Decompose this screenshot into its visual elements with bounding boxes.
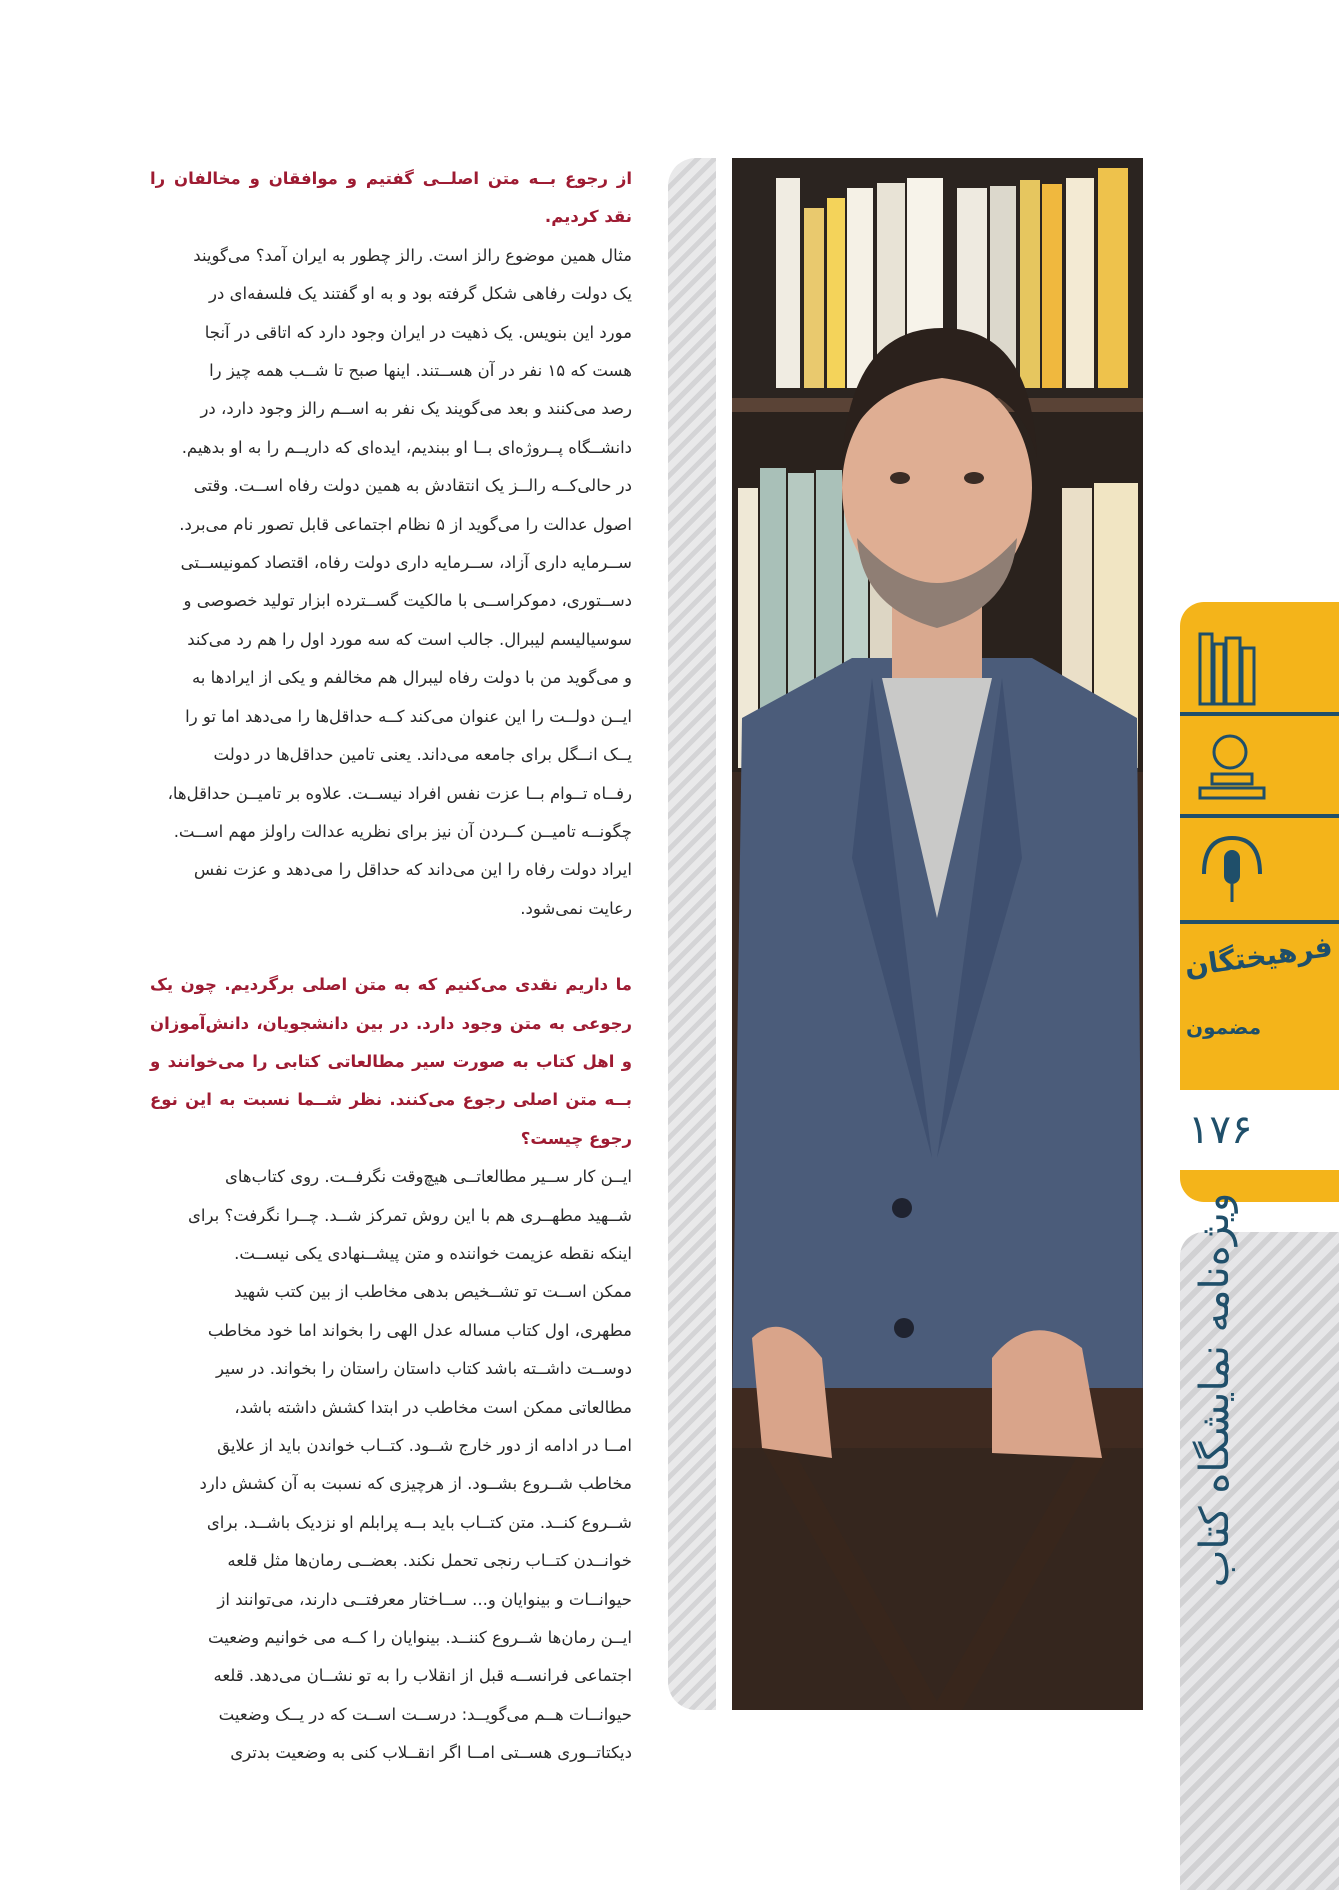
text-line: رعایت نمی‌شود.	[520, 898, 632, 918]
text-line: ایراد دولت رفاه را این می‌داند که حداقل را می‌دهد و عزت نفس	[193, 860, 632, 880]
podcast-microphone-icon	[1192, 824, 1272, 914]
text-line: اجتماعی فرانســه قبل از انقلاب را به تو نشــان می‌دهد. قلعه	[213, 1666, 632, 1686]
text-line: دانشــگاه پــروژه‌ای بــا او ببندیم، ایده‌ای که داریــم را به او بدهیم.	[181, 437, 632, 457]
text-line: ایــن دولــت را این عنوان می‌کند کــه حداقل‌ها را می‌دهد اما تو را	[185, 706, 632, 726]
text-line: مثال همین موضوع رالز است. رالز چطور به ایران آمد؟ می‌گویند	[193, 245, 632, 265]
answer-2	[150, 1158, 632, 1773]
text-line: شــروع کنــد. متن کتــاب باید بــه پرابلم او نزدیک باشــد. برای	[206, 1512, 632, 1532]
paragraph-gap	[150, 928, 632, 966]
text-line: چگونــه تامیــن کــردن آن نیز برای نظریه عدالت راولز مهم اســت.	[173, 821, 632, 841]
text-line: یک دولت رفاهی شکل گرفته بود و به او گفتند یک فلسفه‌ای در	[209, 284, 632, 304]
portrait-illustration	[732, 158, 1143, 1710]
tab-rule	[1180, 920, 1339, 924]
text-line: ســرمایه داری آزاد، ســرمایه داری دولت رفاه، اقتصاد کمونیســتی	[180, 553, 632, 573]
text-line: سوسیالیسم لیبرال. جالب است که سه مورد اول را هم رد می‌کند	[187, 629, 632, 649]
decorative-stripe-strip	[668, 158, 716, 1710]
text-line: شــهید مطهــری هم با این روش تمرکز شــد. چــرا نگرفت؟ برای	[188, 1205, 632, 1225]
text-line: یــک انــگل برای جامعه می‌داند. یعنی تامین حداقل‌ها در دولت	[213, 745, 632, 765]
text-line: مطالعاتی ممکن است مخاطب در ابتدا کشش داشته باشد،	[234, 1397, 632, 1417]
text-line: و می‌گوید من با دولت رفاه لیبرال هم مخالفم و یکی از ایرادها به	[191, 668, 632, 688]
text-line: دوســت داشــته باشد کتاب داستان راستان را بخواند. در سیر	[216, 1359, 632, 1379]
text-line: ایــن رمان‌ها شــروع کننــد. بینوایان را کــه می خوانیم وضعیت	[208, 1628, 632, 1648]
books-icon	[1192, 624, 1272, 714]
tab-rule	[1180, 814, 1339, 818]
text-line: اینکه نقطه عزیمت خواننده و متن پیشــنهادی یکی نیســت.	[234, 1243, 632, 1263]
section-label: مضمون	[1186, 1015, 1262, 1039]
text-line: حیوانــات و بینوایان و... ســاختار معرفتــی دارند، می‌توانند از	[217, 1589, 632, 1609]
text-line: دیکتاتــوری هســتی امــا اگر انقــلاب کنی به وضعیت بدتری	[230, 1743, 632, 1763]
text-line: خوانــدن کتــاب رنجی تحمل نکند. بعضــی رمان‌ها مثل قلعه	[227, 1551, 632, 1571]
text-line: امــا در ادامه از دور خارج شــود. کتــاب خواندن باید از علایق	[217, 1436, 632, 1455]
text-line: مطهری، اول کتاب مساله عدل الهی را بخواند اما خود مخاطب	[207, 1320, 632, 1340]
text-line: مخاطب شــروع بشــود. از هرچیزی که نسبت به آن کشش دارد	[199, 1474, 632, 1494]
text-line: هست که ۱۵ نفر در آن هســتند. اینها صبح تا شــب همه چیز را	[209, 361, 632, 381]
text-line: اصول عدالت را می‌گوید از ۵ نظام اجتماعی قابل تصور نام می‌برد.	[179, 514, 632, 534]
answer-1	[150, 237, 632, 928]
text-line: در حالی‌کــه رالــز یک انتقادش به همین دولت رفاه اســت. وقتی	[193, 476, 632, 496]
question-1: از رجوع بــه متن اصلــی گفتیم و موافقان و مخالفان را نقد کردیم.	[150, 169, 632, 227]
text-line: رفــاه تــوام بــا عزت نفس افراد نیســت. علاوه بر تامیــن حداقل‌ها،	[167, 783, 632, 803]
text-line: مورد این بنویس. یک ذهیت در ایران وجود دارد که اتاقی در آنجا	[204, 322, 632, 342]
brand-logo: فرهیختگان	[1182, 929, 1335, 984]
text-line: ایــن کار ســیر مطالعاتــی هیچ‌وقت نگرفــت. روی کتاب‌های	[224, 1167, 632, 1187]
article-column	[150, 160, 632, 1773]
text-line: رصد می‌کنند و بعد می‌گویند یک نفر به اســم رالز وجود دارد، در	[200, 399, 632, 419]
text-line: ممکن اســت تو تشــخیص بدهی مخاطب از بین کتب شهید	[234, 1282, 632, 1302]
vertical-title: ویژه‌نامه نمایشگاه کتاب	[1192, 1192, 1238, 1588]
text-line: دســتوری، دموکراســی با مالکیت گســترده ابزار تولید خصوصی و	[183, 591, 632, 611]
desk-lamp-icon	[1192, 722, 1272, 812]
question-2: ما داریم نقدی می‌کنیم که به متن اصلی برگردیم. چون یک رجوعی به متن وجود دارد. در بین دانشجویان، دانش‌آموزان و اهل کتاب به صورت سیر مطالعاتی کتابی را می‌خوانند و بــه متن اصلی رجوع می‌کنند. نظر شــما نسبت به این نوع رجوع چیست؟	[150, 975, 632, 1148]
text-line: حیوانــات هــم می‌گویــد: درســت اســت که در یــک وضعیت	[218, 1704, 632, 1724]
page-number: ۱۷۶	[1180, 1090, 1339, 1170]
portrait-photo	[732, 158, 1143, 1710]
